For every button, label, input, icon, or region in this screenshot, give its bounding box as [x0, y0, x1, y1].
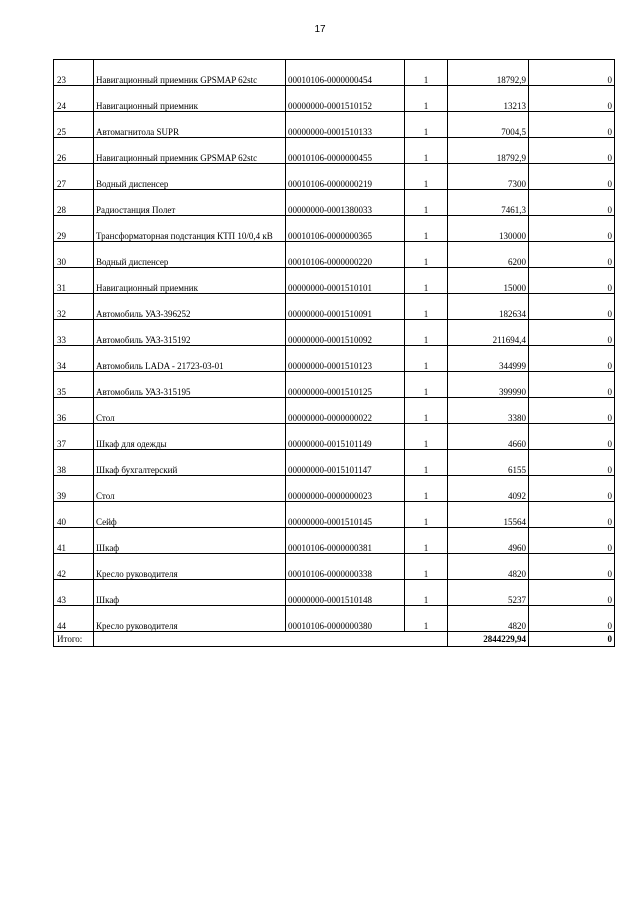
inventory-code-cell: 00010106-0000000365: [286, 216, 405, 242]
residual-value-cell: 0: [529, 216, 615, 242]
asset-name-cell: Трансформаторная подстанция КТП 10/0,4 кВ: [94, 216, 286, 242]
asset-name-cell: Кресло руководителя: [94, 606, 286, 632]
row-number-cell: 26: [54, 138, 94, 164]
row-number-cell: 36: [54, 398, 94, 424]
asset-name-cell: Навигационный приемник GPSMAP 62stc: [94, 138, 286, 164]
quantity-cell: 1: [405, 528, 448, 554]
quantity-cell: 1: [405, 60, 448, 86]
quantity-cell: 1: [405, 424, 448, 450]
book-value-cell: 4092: [448, 476, 529, 502]
residual-value-cell: 0: [529, 294, 615, 320]
quantity-cell: 1: [405, 450, 448, 476]
quantity-cell: 1: [405, 268, 448, 294]
asset-name-cell: Навигационный приемник: [94, 268, 286, 294]
table-row: [54, 580, 615, 606]
row-number-cell: 25: [54, 112, 94, 138]
table-row: [54, 346, 615, 372]
quantity-cell: 1: [405, 606, 448, 632]
asset-name-cell: Сейф: [94, 502, 286, 528]
asset-name-cell: Навигационный приемник GPSMAP 62stc: [94, 60, 286, 86]
table-row: [54, 86, 615, 112]
inventory-code-cell: 00000000-0001510148: [286, 580, 405, 606]
table-row: [54, 138, 615, 164]
quantity-cell: 1: [405, 164, 448, 190]
asset-table: [53, 59, 615, 647]
asset-name-cell: Шкаф: [94, 528, 286, 554]
row-number-cell: 30: [54, 242, 94, 268]
asset-name-cell: Водный диспенсер: [94, 164, 286, 190]
table-row: [54, 606, 615, 632]
quantity-cell: 1: [405, 86, 448, 112]
table-row: [54, 554, 615, 580]
residual-value-cell: 0: [529, 450, 615, 476]
book-value-cell: 7461,3: [448, 190, 529, 216]
inventory-code-cell: 00010106-0000000380: [286, 606, 405, 632]
table-row: [54, 502, 615, 528]
residual-value-cell: 0: [529, 476, 615, 502]
table-row: [54, 268, 615, 294]
asset-table-body: [54, 60, 615, 647]
book-value-cell: 130000: [448, 216, 529, 242]
inventory-code-cell: 00000000-0001510091: [286, 294, 405, 320]
asset-name-cell: Автомобиль УАЗ-396252: [94, 294, 286, 320]
inventory-code-cell: 00000000-0000000022: [286, 398, 405, 424]
asset-name-cell: Стол: [94, 398, 286, 424]
row-number-cell: 24: [54, 86, 94, 112]
asset-name-cell: Навигационный приемник: [94, 86, 286, 112]
inventory-code-cell: 00000000-0001510123: [286, 346, 405, 372]
table-row: [54, 164, 615, 190]
asset-name-cell: Автомобиль LADA - 21723-03-01: [94, 346, 286, 372]
asset-name-cell: Автомобиль УАЗ-315192: [94, 320, 286, 346]
quantity-cell: 1: [405, 346, 448, 372]
asset-name-cell: Шкаф для одежды: [94, 424, 286, 450]
row-number-cell: 37: [54, 424, 94, 450]
table-row: [54, 294, 615, 320]
book-value-cell: 18792,9: [448, 138, 529, 164]
book-value-cell: 344999: [448, 346, 529, 372]
inventory-code-cell: 00010106-0000000219: [286, 164, 405, 190]
inventory-code-cell: 00010106-0000000454: [286, 60, 405, 86]
book-value-cell: 5237: [448, 580, 529, 606]
book-value-cell: 4960: [448, 528, 529, 554]
quantity-cell: 1: [405, 190, 448, 216]
row-number-cell: 40: [54, 502, 94, 528]
total-book-value: 2844229,94: [448, 632, 529, 647]
book-value-cell: 18792,9: [448, 60, 529, 86]
inventory-code-cell: 00010106-0000000455: [286, 138, 405, 164]
residual-value-cell: 0: [529, 580, 615, 606]
row-number-cell: 44: [54, 606, 94, 632]
book-value-cell: 6155: [448, 450, 529, 476]
residual-value-cell: 0: [529, 60, 615, 86]
book-value-cell: 182634: [448, 294, 529, 320]
residual-value-cell: 0: [529, 138, 615, 164]
row-number-cell: 34: [54, 346, 94, 372]
inventory-code-cell: 00000000-0001510101: [286, 268, 405, 294]
total-residual-value: 0: [529, 632, 615, 647]
residual-value-cell: 0: [529, 164, 615, 190]
book-value-cell: 15564: [448, 502, 529, 528]
table-row: [54, 242, 615, 268]
book-value-cell: 3380: [448, 398, 529, 424]
row-number-cell: 43: [54, 580, 94, 606]
row-number-cell: 32: [54, 294, 94, 320]
book-value-cell: 13213: [448, 86, 529, 112]
residual-value-cell: 0: [529, 112, 615, 138]
book-value-cell: 15000: [448, 268, 529, 294]
table-row: [54, 60, 615, 86]
quantity-cell: 1: [405, 580, 448, 606]
inventory-code-cell: 00010106-0000000338: [286, 554, 405, 580]
book-value-cell: 4660: [448, 424, 529, 450]
quantity-cell: 1: [405, 138, 448, 164]
quantity-cell: 1: [405, 294, 448, 320]
inventory-code-cell: 00000000-0015101147: [286, 450, 405, 476]
asset-name-cell: Водный диспенсер: [94, 242, 286, 268]
inventory-code-cell: 00000000-0001510152: [286, 86, 405, 112]
residual-value-cell: 0: [529, 86, 615, 112]
table-row: [54, 476, 615, 502]
residual-value-cell: 0: [529, 398, 615, 424]
quantity-cell: 1: [405, 398, 448, 424]
quantity-cell: 1: [405, 372, 448, 398]
asset-name-cell: Автомагнитола SUPR: [94, 112, 286, 138]
inventory-code-cell: 00000000-0000000023: [286, 476, 405, 502]
table-row: [54, 398, 615, 424]
residual-value-cell: 0: [529, 502, 615, 528]
book-value-cell: 4820: [448, 606, 529, 632]
asset-name-cell: Стол: [94, 476, 286, 502]
inventory-code-cell: 00000000-0001380033: [286, 190, 405, 216]
row-number-cell: 31: [54, 268, 94, 294]
total-label: Итого:: [54, 632, 94, 647]
residual-value-cell: 0: [529, 554, 615, 580]
inventory-code-cell: 00000000-0001510145: [286, 502, 405, 528]
table-row: [54, 216, 615, 242]
residual-value-cell: 0: [529, 528, 615, 554]
row-number-cell: 23: [54, 60, 94, 86]
row-number-cell: 35: [54, 372, 94, 398]
book-value-cell: 211694,4: [448, 320, 529, 346]
table-row: [54, 112, 615, 138]
row-number-cell: 33: [54, 320, 94, 346]
page-number: 17: [314, 24, 326, 35]
row-number-cell: 38: [54, 450, 94, 476]
row-number-cell: 41: [54, 528, 94, 554]
asset-name-cell: Шкаф бухгалтерский: [94, 450, 286, 476]
asset-name-cell: Радиостанция Полет: [94, 190, 286, 216]
inventory-code-cell: 00010106-0000000381: [286, 528, 405, 554]
quantity-cell: 1: [405, 320, 448, 346]
inventory-code-cell: 00000000-0001510092: [286, 320, 405, 346]
quantity-cell: 1: [405, 476, 448, 502]
book-value-cell: 7300: [448, 164, 529, 190]
book-value-cell: 6200: [448, 242, 529, 268]
row-number-cell: 27: [54, 164, 94, 190]
table-row: [54, 320, 615, 346]
inventory-code-cell: 00000000-0015101149: [286, 424, 405, 450]
table-row: [54, 450, 615, 476]
table-row: [54, 528, 615, 554]
total-empty-cell: [94, 632, 448, 647]
residual-value-cell: 0: [529, 606, 615, 632]
table-row: [54, 190, 615, 216]
quantity-cell: 1: [405, 216, 448, 242]
row-number-cell: 39: [54, 476, 94, 502]
residual-value-cell: 0: [529, 190, 615, 216]
inventory-code-cell: 00010106-0000000220: [286, 242, 405, 268]
residual-value-cell: 0: [529, 346, 615, 372]
inventory-code-cell: 00000000-0001510133: [286, 112, 405, 138]
asset-name-cell: Автомобиль УАЗ-315195: [94, 372, 286, 398]
asset-name-cell: Кресло руководителя: [94, 554, 286, 580]
total-row: [54, 632, 615, 647]
quantity-cell: 1: [405, 502, 448, 528]
residual-value-cell: 0: [529, 268, 615, 294]
book-value-cell: 399990: [448, 372, 529, 398]
book-value-cell: 7004,5: [448, 112, 529, 138]
table-row: [54, 424, 615, 450]
quantity-cell: 1: [405, 242, 448, 268]
asset-name-cell: Шкаф: [94, 580, 286, 606]
row-number-cell: 42: [54, 554, 94, 580]
inventory-code-cell: 00000000-0001510125: [286, 372, 405, 398]
quantity-cell: 1: [405, 554, 448, 580]
quantity-cell: 1: [405, 112, 448, 138]
residual-value-cell: 0: [529, 242, 615, 268]
row-number-cell: 29: [54, 216, 94, 242]
table-row: [54, 372, 615, 398]
residual-value-cell: 0: [529, 320, 615, 346]
residual-value-cell: 0: [529, 372, 615, 398]
residual-value-cell: 0: [529, 424, 615, 450]
row-number-cell: 28: [54, 190, 94, 216]
book-value-cell: 4820: [448, 554, 529, 580]
